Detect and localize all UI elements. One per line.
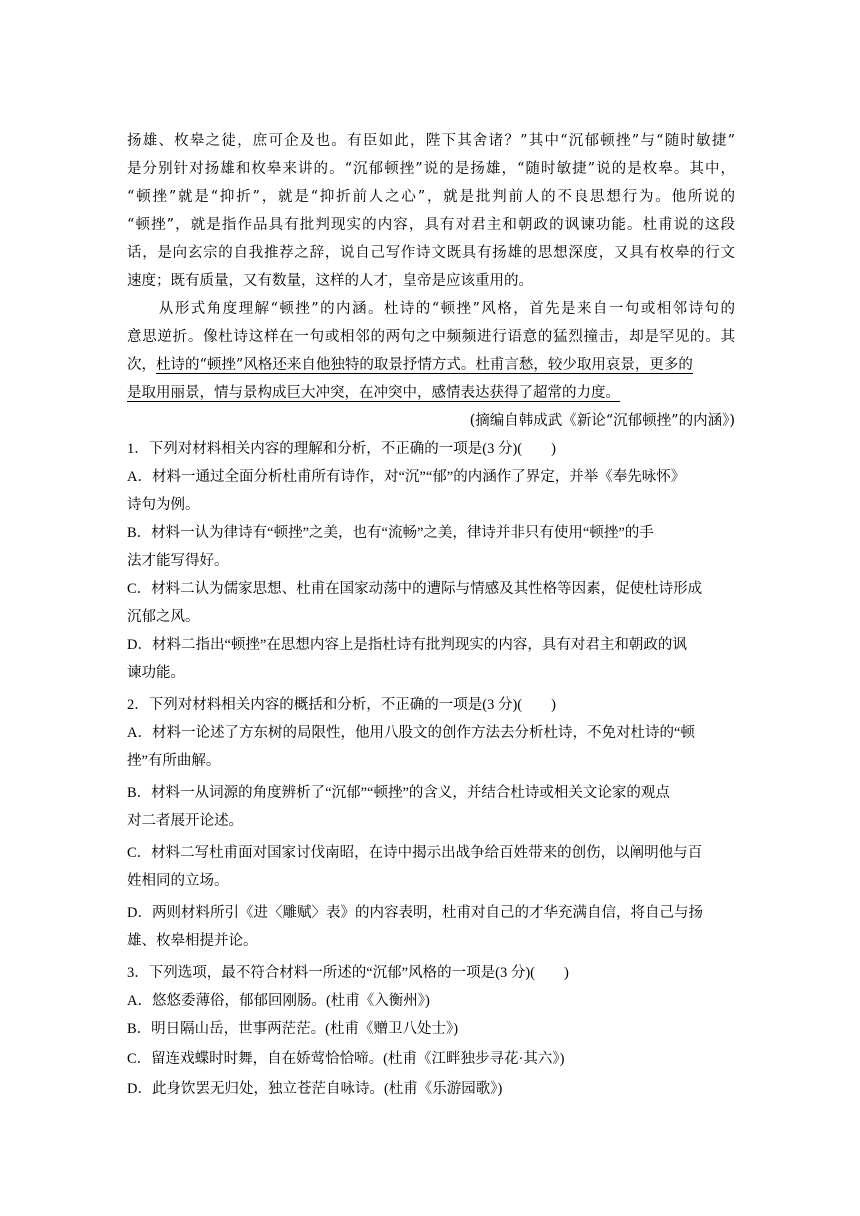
passage-line: “顿挫”就是“抑折”，就是“抑折前人之心”，就是批判前人的不良思想行为。他所说的 <box>127 189 735 205</box>
question-1-option-a: A．材料一通过全面分析杜甫所有诗作，对“沉”“郁”的内涵作了界定，并举《奉先咏怀》 <box>127 469 686 485</box>
question-2-stem: 2．下列对材料相关内容的概括和分析，不正确的一项是(3 分)( ) <box>127 697 556 713</box>
passage-source: (摘编自韩成武《新论“沉郁顿挫”的内涵》) <box>469 413 735 429</box>
question-2-option-a-cont: 挫”有所曲解。 <box>127 753 221 769</box>
question-1-option-b-cont: 法才能写得好。 <box>127 553 229 569</box>
passage-line <box>127 380 735 406</box>
passage-text: 次， <box>127 357 156 373</box>
underlined-sentence: 是取用丽景，情与景构成巨大冲突，在冲突中，感情表达获得了超常的力度。 <box>127 385 620 401</box>
question-2-option-d: D．两则材料所引《进〈雕赋〉表》的内容表明，杜甫对自己的才华充满自信，将自己与扬 <box>127 905 703 921</box>
passage-line: 是分别针对扬雄和枚皋来讲的。“沉郁顿挫”说的是扬雄，“随时敏捷”说的是枚皋。其中， <box>127 161 735 177</box>
question-1-option-a-cont: 诗句为例。 <box>127 497 200 513</box>
question-2-option-a: A．材料一论述了方东树的局限性，他用八股文的创作方法去分析杜诗，不免对杜诗的“顿 <box>127 725 695 741</box>
question-2-option-c: C．材料二写杜甫面对国家讨伐南昭，在诗中揭示出战争给百姓带来的创伤，以阐明他与百 <box>127 845 703 861</box>
passage-line: 扬雄、枚皋之徒，庶可企及也。有臣如此，陛下其舍诸？”其中“沉郁顿挫”与“随时敏捷” <box>127 133 735 149</box>
passage-line: 从形式角度理解“顿挫”的内涵。杜诗的“顿挫”风格，首先是来自一句或相邻诗句的 <box>127 301 735 317</box>
question-1-stem: 1．下列对材料相关内容的理解和分析，不正确的一项是(3 分)( ) <box>127 441 556 457</box>
question-2-option-d-cont: 雄、枚皋相提并论。 <box>127 933 258 949</box>
passage-line: 话，是向玄宗的自我推荐之辞，说自己写作诗文既具有扬雄的思想深度，又具有枚皋的行文 <box>127 245 735 261</box>
question-3-option-c: C．留连戏蝶时时舞，自在娇莺恰恰啼。(杜甫《江畔独步寻花·其六》) <box>127 1051 565 1067</box>
question-2-option-b: B．材料一从词源的角度辨析了“沉郁”“顿挫”的含义，并结合杜诗或相关文论家的观点 <box>127 785 670 801</box>
passage-line: “顿挫”，就是指作品具有批判现实的内容，具有对君主和朝政的讽谏功能。杜甫说的这段 <box>127 217 735 233</box>
question-2-option-c-cont: 姓相同的立场。 <box>127 873 229 889</box>
question-1-option-c-cont: 沉郁之风。 <box>127 609 200 625</box>
question-2-option-b-cont: 对二者展开论述。 <box>127 813 243 829</box>
passage-line: 意思逆折。像杜诗这样在一句或相邻的两句之中频频进行语意的猛烈撞击，却是罕见的。其 <box>127 329 735 345</box>
question-3-stem: 3．下列选项，最不符合材料一所述的“沉郁”风格的一项是(3 分)( ) <box>127 965 569 981</box>
question-3-option-a: A．悠悠委薄俗，郁郁回刚肠。(杜甫《入衡州》) <box>127 993 430 1009</box>
passage-line: 速度；既有质量，又有数量，这样的人才，皇帝是应该重用的。 <box>127 273 533 289</box>
question-3-option-b: B．明日隔山岳，世事两茫茫。(杜甫《赠卫八处士》) <box>127 1021 459 1037</box>
passage-line <box>127 352 735 378</box>
underlined-sentence: 杜诗的“顿挫”风格还来自他独特的取景抒情方式。杜甫言愁，较少取用哀景，更多的 <box>156 357 693 373</box>
question-1-option-c: C．材料二认为儒家思想、杜甫在国家动荡中的遭际与情感及其性格等因素，促使杜诗形成 <box>127 581 703 597</box>
question-1-option-b: B．材料一认为律诗有“顿挫”之美，也有“流畅”之美，律诗并非只有使用“顿挫”的手 <box>127 525 654 541</box>
question-1-option-d-cont: 谏功能。 <box>127 665 185 681</box>
question-3-option-d: D．此身饮罢无归处，独立苍茫自咏诗。(杜甫《乐游园歌》) <box>127 1081 503 1097</box>
question-1-option-d: D．材料二指出“顿挫”在思想内容上是指杜诗有批判现实的内容，具有对君主和朝政的讽 <box>127 637 687 653</box>
